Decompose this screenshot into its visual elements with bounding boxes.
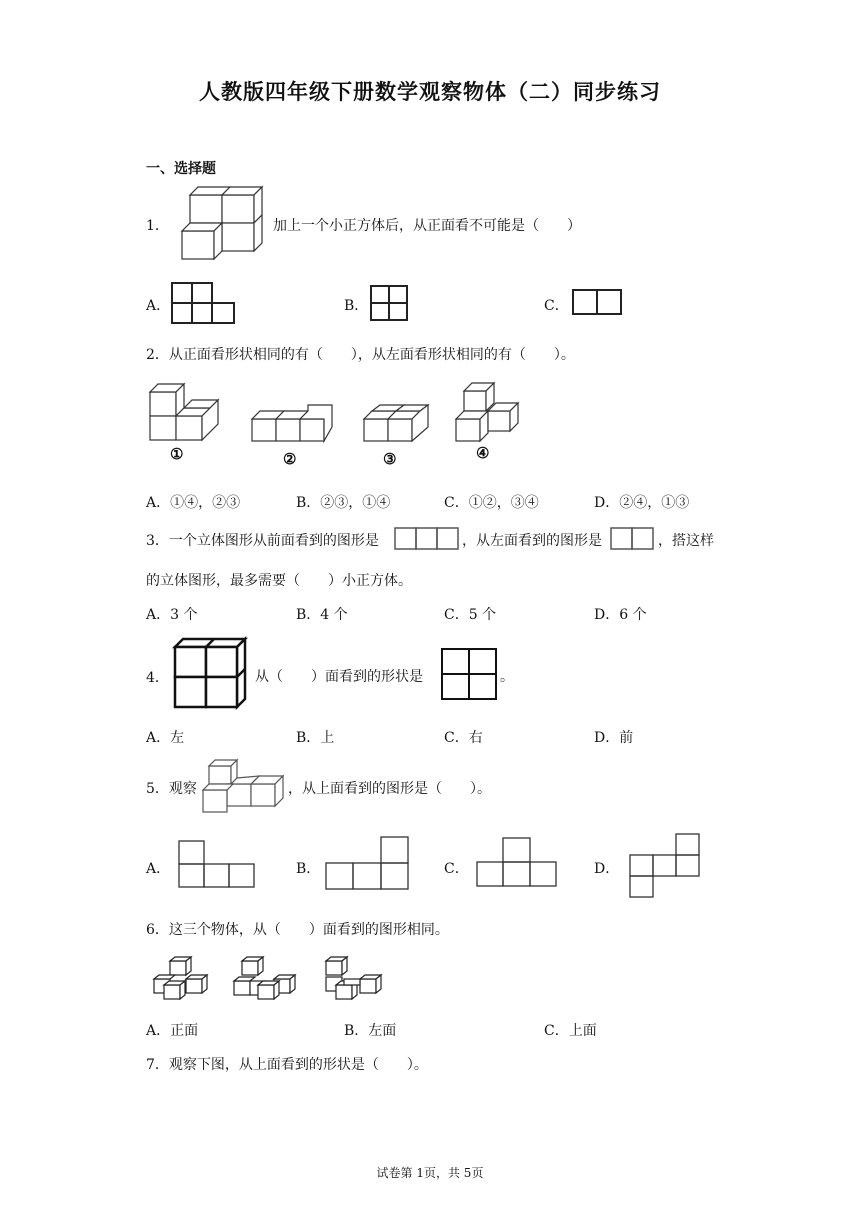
q4-text-part1: 从（ ）面看到的形状是	[255, 669, 423, 685]
q5-text-part1: 5．观察	[146, 781, 197, 797]
q3-text-part1: 3．一个立体图形从前面看到的图形是	[146, 533, 379, 549]
q3-front-view-figure	[394, 527, 460, 551]
q5-option-d[interactable]: D．	[594, 861, 620, 877]
q5-text-part2: ，从上面看到的图形是（ ）。	[288, 781, 491, 797]
q6-figure-2	[232, 955, 298, 1003]
q1-option-b[interactable]: B．	[344, 298, 369, 314]
q3-option-c[interactable]: C．5 个	[444, 607, 497, 623]
q3-text-part2: ，从左面看到的图形是	[462, 533, 602, 549]
q2-text: 2．从正面看形状相同的有（ ），从左面看形状相同的有（ ）。	[146, 347, 575, 363]
q5-cube-figure	[201, 758, 291, 814]
q5-option-b[interactable]: B．	[296, 861, 321, 877]
q7-text: 7．观察下图，从上面看到的形状是（ ）。	[146, 1057, 428, 1073]
q6-option-b[interactable]: B．左面	[344, 1023, 397, 1039]
q5-option-b-figure	[325, 836, 411, 892]
q2-option-b[interactable]: B．②③，①④	[296, 495, 391, 511]
q5-option-a[interactable]: A．	[146, 861, 171, 877]
q1-option-c-figure	[572, 289, 624, 317]
q1-option-c[interactable]: C．	[544, 298, 569, 314]
q4-text-part2: 。	[500, 669, 514, 685]
q3-option-d[interactable]: D．6 个	[594, 607, 647, 623]
q5-option-c-figure	[476, 837, 560, 889]
q3-text-part3: ，搭这样	[658, 533, 714, 549]
q2-figure-3	[362, 405, 438, 445]
q5-option-a-figure	[178, 840, 256, 890]
q2-figure-3-label: ③	[383, 450, 397, 468]
q3-left-view-figure	[610, 527, 656, 551]
q4-option-a[interactable]: A．左	[146, 730, 185, 746]
q2-figure-1-label: ①	[170, 445, 184, 463]
page-title: 人教版四年级下册数学观察物体（二）同步练习	[199, 80, 661, 104]
page-footer: 试卷第 1页，共 5页	[376, 1166, 484, 1180]
q4-number: 4．	[146, 670, 169, 686]
q6-option-a[interactable]: A．正面	[146, 1023, 199, 1039]
q2-figure-1	[146, 384, 226, 446]
q6-figure-1	[150, 955, 212, 1003]
q5-option-c[interactable]: C．	[444, 861, 469, 877]
q4-option-b[interactable]: B．上	[296, 730, 335, 746]
q1-option-a-figure	[171, 282, 237, 324]
q1-number: 1．	[146, 218, 169, 234]
q6-option-c[interactable]: C．上面	[544, 1023, 597, 1039]
q4-view-figure	[440, 647, 498, 701]
q4-option-c[interactable]: C．右	[444, 730, 483, 746]
q4-option-d[interactable]: D．前	[594, 730, 634, 746]
q2-option-d[interactable]: D．②④，①③	[594, 495, 690, 511]
q1-option-b-figure	[370, 285, 410, 323]
q2-figure-4-label: ④	[476, 444, 490, 462]
q2-option-c[interactable]: C．①②，③④	[444, 495, 539, 511]
section-heading: 一、选择题	[146, 161, 216, 177]
q3-option-b[interactable]: B．4 个	[296, 607, 348, 623]
q1-text: 加上一个小正方体后，从正面看不可能是（ ）	[273, 218, 581, 234]
q4-cube-figure	[173, 637, 249, 711]
q2-figure-2	[250, 405, 336, 445]
q3-text-part4: 的立体图形，最多需要（ ）小正方体。	[146, 573, 412, 589]
q1-option-a[interactable]: A．	[146, 298, 171, 314]
q1-cube-figure	[180, 185, 272, 265]
q6-figure-3	[322, 955, 384, 1003]
q3-option-a[interactable]: A．3 个	[146, 607, 198, 623]
q2-figure-4	[454, 383, 524, 443]
q6-text: 6．这三个物体，从（ ）面看到的图形相同。	[146, 922, 449, 938]
q2-figure-2-label: ②	[283, 450, 297, 468]
q2-option-a[interactable]: A．①④，②③	[146, 495, 241, 511]
q5-option-d-figure	[629, 833, 703, 901]
